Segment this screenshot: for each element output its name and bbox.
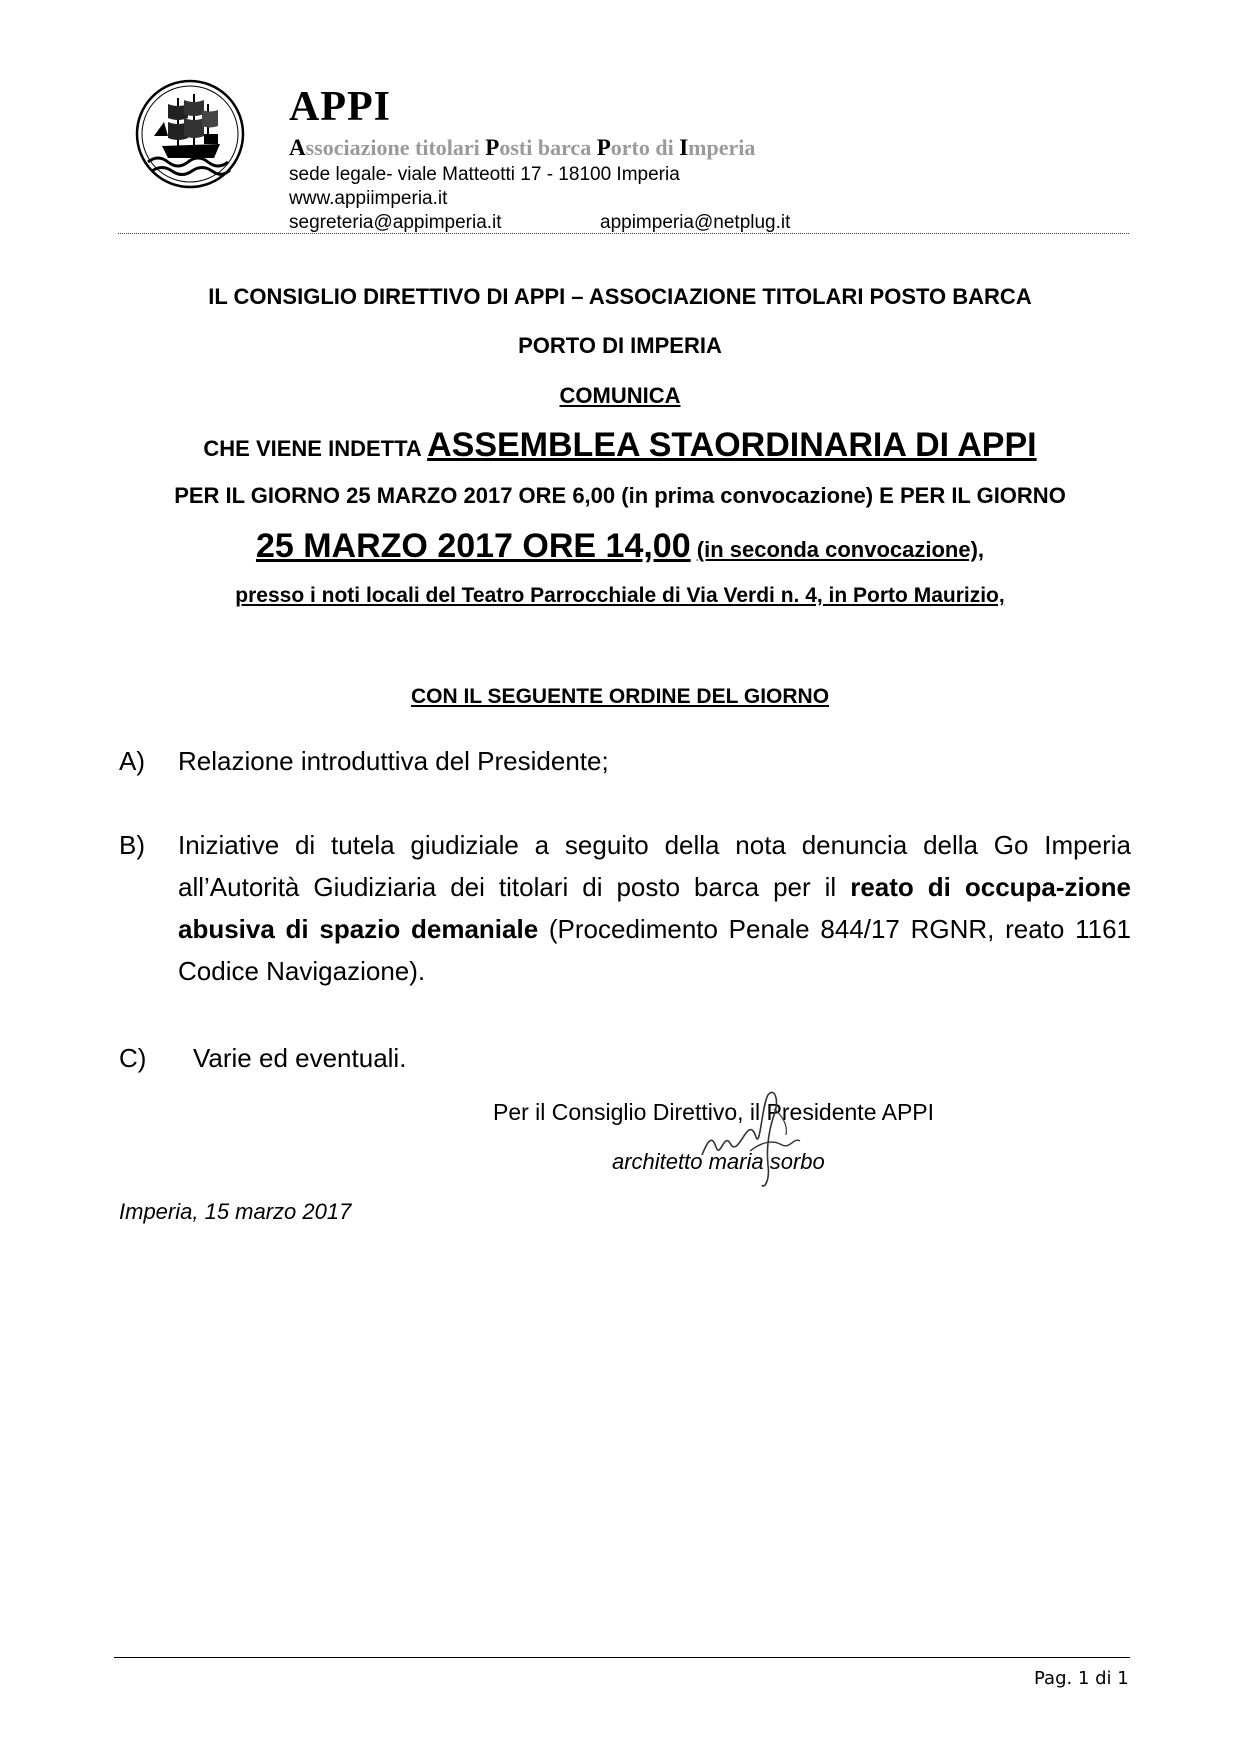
assembly-title: ASSEMBLEA STAORDINARIA DI APPI (427, 426, 1037, 464)
signature-role: Per il Consiglio Direttivo, il Presidente APPI (493, 1099, 935, 1125)
notice-line-second-call (0, 520, 1240, 576)
website-link[interactable]: www.appiimperia.it (289, 188, 448, 209)
agenda-heading: CON IL SEGUENTE ORDINE DEL GIORNO (410, 685, 830, 708)
email-link-netplug[interactable]: appimperia@netplug.it (600, 212, 791, 233)
footer-divider (114, 1657, 1130, 1658)
signature-name: architetto maria sorbo (612, 1149, 825, 1174)
agenda-item-c-text: Varie ed eventuali. (193, 1043, 407, 1073)
organization-name: APPI (289, 84, 391, 130)
document-date: Imperia, 15 marzo 2017 (119, 1199, 352, 1224)
association-full-name: Associazione titolari Posti barca Porto di Imperia (289, 135, 756, 160)
notice-line-council: IL CONSIGLIO DIRETTIVO DI APPI – ASSOCIAZIONE TITOLARI POSTO BARCA (208, 284, 1032, 309)
agenda-item-c-letter: C) (119, 1043, 147, 1073)
agenda-item-b-text: Iniziative di tutela giudiziale a seguito della nota denuncia della Go Imperia all’Autorità Giudiziaria dei titolari di posto barca per il reato di occupa-zione abusiva di spazio demaniale (Procedimento Penale 844/17 RGNR, reato 1161 Codice Navigazione). (178, 830, 1131, 986)
agenda-item-b-bold: reato di occupa-zione abusiva di spazio demaniale (178, 872, 1131, 944)
second-call-date: 25 MARZO 2017 ORE 14,00 (255, 527, 691, 565)
header-divider (118, 233, 1129, 234)
email-link-segreteria[interactable]: segreteria@appimperia.it (289, 212, 502, 233)
notice-line-assembly (0, 423, 1240, 471)
notice-line-venue: presso i noti locali del Teatro Parrocchiale di Via Verdi n. 4, in Porto Maurizio, (235, 584, 1005, 607)
notice-line-port: PORTO DI IMPERIA (518, 333, 722, 358)
agenda-item-b-letter: B) (119, 830, 145, 860)
notice-line-first-call: PER IL GIORNO 25 MARZO 2017 ORE 6,00 (in prima convocazione) E PER IL GIORNO (174, 483, 1066, 508)
handwritten-signature (690, 1085, 810, 1195)
agenda-item-a-text: Relazione introduttiva del Presidente; (178, 746, 609, 776)
page-number: Pag. 1 di 1 (1034, 1668, 1129, 1689)
notice-heading-comunica: COMUNICA (559, 383, 681, 408)
agenda-item-a-letter: A) (119, 746, 145, 776)
sailing-ship-emblem-icon (134, 78, 246, 190)
legal-address: sede legale- viale Matteotti 17 - 18100 Imperia (289, 164, 680, 185)
assembly-prefix: CHE VIENE INDETTA (203, 436, 421, 461)
second-call-note: (in seconda convocazione), (696, 537, 985, 562)
